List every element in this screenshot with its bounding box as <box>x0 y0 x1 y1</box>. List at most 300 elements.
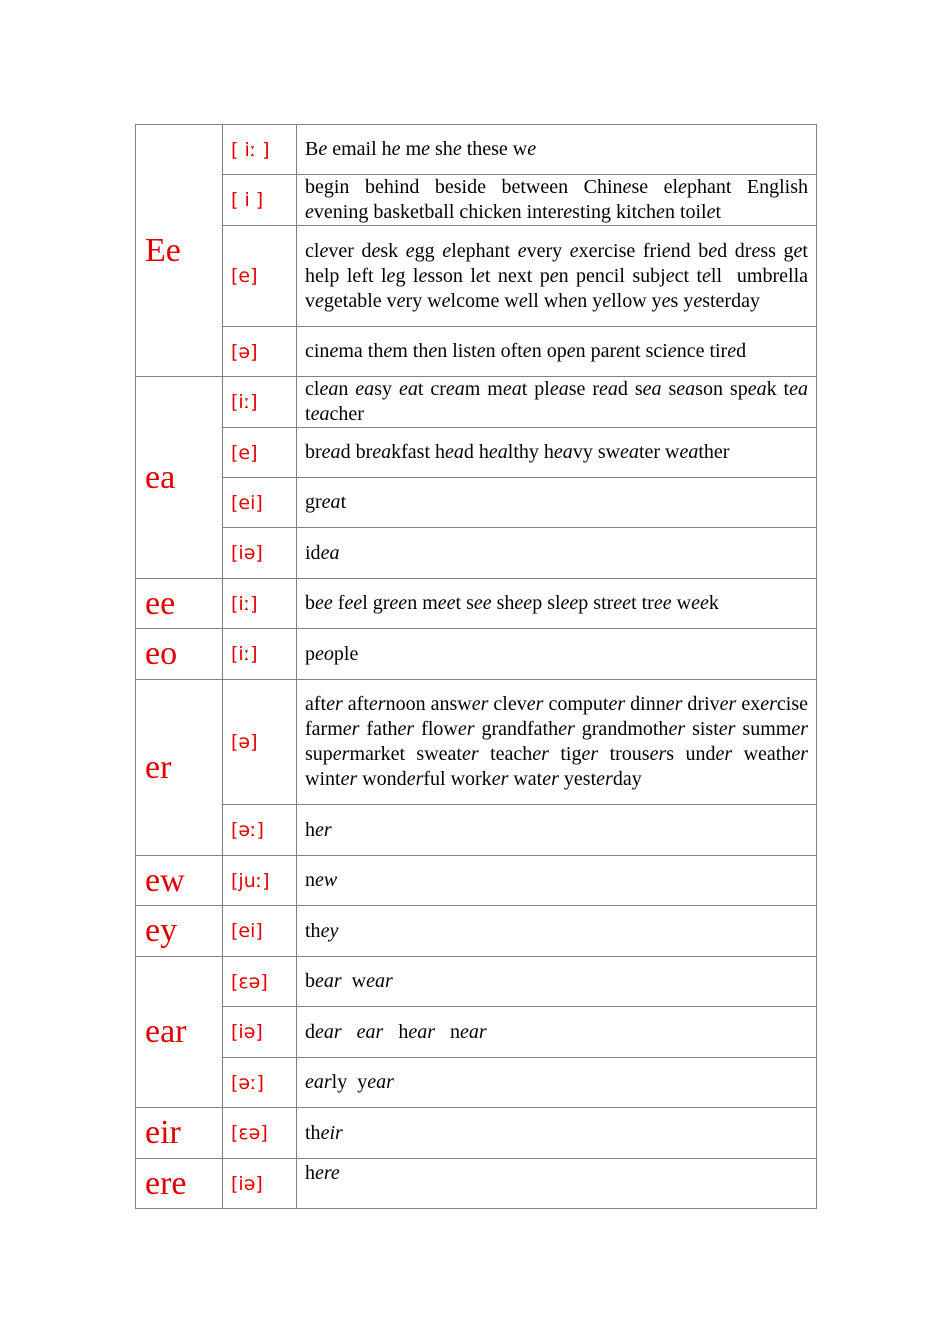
highlighted-letters: e <box>616 340 626 362</box>
highlighted-letters: er <box>558 718 575 740</box>
word-text: cin <box>305 340 330 362</box>
word-text: ful work <box>423 768 492 790</box>
word-text: d dr <box>717 239 752 262</box>
highlighted-letters: ea <box>355 378 375 400</box>
word-text: cl <box>305 239 320 262</box>
word-text: n par <box>575 340 617 362</box>
word-text: n pencil subj <box>558 264 666 287</box>
word-text: th <box>305 1121 321 1144</box>
phonetic-symbol-cell: [ə] <box>223 680 297 805</box>
highlighted-letters: er <box>342 718 360 740</box>
word-text: lthy h <box>507 441 554 463</box>
highlighted-letters: er <box>332 743 350 765</box>
word-text: son sp <box>695 378 748 400</box>
highlighted-letters: e <box>371 239 381 262</box>
letter-group-cell: Ee <box>136 125 223 377</box>
word-text: these w <box>461 138 528 160</box>
word-text: d br <box>340 441 373 463</box>
example-words-cell <box>297 377 817 428</box>
highlighted-letters: e <box>476 340 486 362</box>
highlighted-letters: e <box>527 138 537 160</box>
highlighted-letters: ear <box>460 1020 487 1043</box>
highlighted-letters: e <box>793 239 803 262</box>
highlighted-letters: e <box>522 340 532 362</box>
highlighted-letters: ear <box>367 1071 394 1093</box>
word-text: driv <box>682 693 720 715</box>
word-text: ss g <box>760 239 794 262</box>
word-text: b <box>305 970 315 992</box>
highlighted-letters: e <box>727 340 737 362</box>
word-text: t pl <box>521 378 550 400</box>
highlighted-letters: er <box>719 693 737 715</box>
highlighted-letters: e <box>475 264 485 287</box>
word-text: w <box>341 970 367 992</box>
highlighted-letters: ea <box>502 378 522 400</box>
phonetic-symbol-cell: [əː] <box>223 1058 297 1108</box>
phonetic-symbol-cell: [e] <box>223 226 297 327</box>
table-row <box>136 377 817 428</box>
table-row <box>136 629 817 680</box>
highlighted-letters: er <box>665 693 683 715</box>
word-text: lcome w <box>450 289 519 312</box>
word-text: gr <box>305 491 322 513</box>
word-text: cise farm <box>305 693 814 740</box>
word-text: weath <box>732 743 792 765</box>
highlighted-letters: e <box>706 201 716 223</box>
highlighted-letters: ee <box>344 592 363 614</box>
example-words-cell <box>297 175 817 226</box>
example-words-cell <box>297 1159 817 1209</box>
word-text: sting kitch <box>572 201 657 223</box>
table-row <box>136 856 817 906</box>
word-text: dinn <box>625 693 666 715</box>
highlighted-letters: e <box>566 340 576 362</box>
phonics-table <box>135 124 817 1209</box>
highlighted-letters: ea <box>679 441 699 463</box>
highlighted-letters: e <box>569 239 579 262</box>
word-text: h <box>305 1162 315 1184</box>
word-text: email h <box>327 138 392 160</box>
word-text: begin behind beside between Chin <box>305 176 623 198</box>
word-text: aft <box>305 693 327 715</box>
word-text: ll wh <box>527 289 569 312</box>
highlighted-letters: e <box>708 239 718 262</box>
highlighted-letters: e <box>693 289 703 312</box>
word-text: m th <box>392 340 429 362</box>
word-text: t s <box>455 592 474 614</box>
word-text: d h <box>463 441 489 463</box>
letter-group-cell: ere <box>136 1159 223 1209</box>
word-text: br <box>305 441 322 463</box>
highlighted-letters: ea <box>445 378 465 400</box>
word-text: n <box>338 378 356 400</box>
example-words-cell <box>297 528 817 579</box>
highlighted-letters: e <box>661 239 671 262</box>
highlighted-letters: ea <box>310 403 330 425</box>
highlighted-letters: ee <box>389 592 408 614</box>
letter-group-cell: ea <box>136 377 223 579</box>
word-text: g l <box>395 264 419 287</box>
table-row <box>136 1159 817 1209</box>
word-text: s und <box>666 743 716 765</box>
word-text: s <box>661 378 677 400</box>
highlighted-letters: ea <box>642 378 662 400</box>
word-text: h <box>383 1020 409 1043</box>
example-words-cell <box>297 1007 817 1058</box>
highlighted-letters: ear <box>356 1020 384 1043</box>
word-text: ll umbrella v <box>305 264 814 312</box>
word-text: h <box>305 818 315 841</box>
example-words-cell <box>297 856 817 906</box>
highlighted-letters: ea <box>553 441 573 463</box>
table-row <box>136 680 817 805</box>
word-text: comput <box>543 693 609 715</box>
highlighted-letters: er <box>718 718 736 740</box>
phonetic-symbol-cell: [iː] <box>223 629 297 680</box>
highlighted-letters: e <box>421 138 431 160</box>
highlighted-letters: ea <box>445 441 464 463</box>
word-text: lephant <box>451 239 518 262</box>
highlighted-letters: e <box>319 239 329 262</box>
highlighted-letters: e <box>442 239 452 262</box>
highlighted-letters: er <box>326 693 343 715</box>
highlighted-letters: ea <box>488 441 508 463</box>
highlighted-letters: e <box>318 138 328 160</box>
word-text: xercise fri <box>578 239 662 262</box>
letter-group-cell: eir <box>136 1108 223 1159</box>
phonetic-symbol-cell: [εə] <box>223 1108 297 1159</box>
table-row <box>136 805 817 856</box>
letter-group-cell: ear <box>136 957 223 1108</box>
word-text: n op <box>531 340 567 362</box>
word-text: p str <box>578 592 614 614</box>
word-text: ex <box>736 693 761 715</box>
highlighted-letters: ee <box>437 592 456 614</box>
highlighted-letters: e <box>405 239 415 262</box>
highlighted-letters: ear <box>305 1071 332 1093</box>
example-words-cell <box>297 1108 817 1159</box>
word-text: nd b <box>670 239 709 262</box>
word-text: wint <box>305 743 814 790</box>
highlighted-letters: e <box>305 201 314 223</box>
word-text <box>342 1021 357 1043</box>
table-row <box>136 478 817 528</box>
word-text: grandmoth <box>574 718 669 740</box>
word-text: sh <box>491 592 515 614</box>
word-text: ver d <box>328 239 372 262</box>
word-text: n inter <box>511 201 564 223</box>
highlighted-letters: ea <box>321 441 341 463</box>
word-text: sist <box>685 718 719 740</box>
table-row <box>136 906 817 957</box>
highlighted-letters: ea <box>372 441 392 463</box>
highlighted-letters: er <box>596 768 613 790</box>
highlighted-letters: er <box>760 693 777 715</box>
highlighted-letters: e <box>665 264 675 287</box>
highlighted-letters: ea <box>620 441 639 463</box>
word-text: f <box>332 592 345 614</box>
highlighted-letters: ear <box>366 970 393 992</box>
highlighted-letters: e <box>502 201 512 223</box>
highlighted-letters: ee <box>653 592 672 614</box>
highlighted-letters: er <box>457 718 475 740</box>
word-text: nt sci <box>625 340 668 362</box>
highlighted-letters: ea <box>747 378 767 400</box>
highlighted-letters: ee <box>691 592 709 614</box>
phonetic-symbol-cell: [iə] <box>223 1007 297 1058</box>
word-text: ry w <box>405 289 442 312</box>
phonetic-symbol-cell: [iə] <box>223 528 297 579</box>
word-text: th <box>305 919 321 942</box>
word-text: se r <box>568 378 599 400</box>
word-text: sson l <box>427 264 476 287</box>
word-text: ter w <box>638 441 680 463</box>
highlighted-letters: ea <box>320 541 340 564</box>
highlighted-letters: ere <box>315 1162 340 1184</box>
highlighted-letters: e <box>428 340 438 362</box>
word-text: p sl <box>532 592 561 614</box>
highlighted-letters: e <box>517 239 527 262</box>
highlighted-letters: e <box>702 264 711 287</box>
table-row <box>136 579 817 629</box>
highlighted-letters: er <box>715 743 733 765</box>
word-text: n <box>305 869 315 891</box>
word-text: wat <box>508 768 543 790</box>
phonetic-symbol-cell: [ə] <box>223 327 297 377</box>
word-text: sup <box>305 718 814 765</box>
highlighted-letters: ea <box>599 378 618 400</box>
phonetic-symbol-cell: [iə] <box>223 1159 297 1209</box>
phonetic-symbol-cell: [ei] <box>223 478 297 528</box>
word-text: n <box>435 1020 461 1043</box>
word-text: market sweat <box>349 743 462 765</box>
highlighted-letters: er <box>532 743 549 765</box>
word-text: p <box>305 642 315 665</box>
word-text: cl <box>305 378 320 400</box>
highlighted-letters: er <box>581 743 599 765</box>
highlighted-letters: er <box>368 693 386 715</box>
word-text: ple <box>333 642 359 665</box>
word-text: ther <box>698 441 730 463</box>
highlighted-letters: er <box>315 818 332 841</box>
highlighted-letters: e <box>383 340 393 362</box>
word-text: vy sw <box>572 441 621 463</box>
highlighted-letters: er <box>471 693 489 715</box>
highlighted-letters: er <box>406 768 424 790</box>
word-text: trous <box>598 743 650 765</box>
highlighted-letters: ee <box>613 592 632 614</box>
table-row <box>136 175 817 226</box>
word-text: noon answ <box>385 693 472 715</box>
highlighted-letters: e <box>622 176 632 198</box>
highlighted-letters: ea <box>789 378 808 400</box>
word-text: ly y <box>331 1071 368 1093</box>
highlighted-letters: ear <box>315 1020 342 1043</box>
example-words-cell <box>297 680 817 805</box>
highlighted-letters: e <box>661 289 671 312</box>
word-text: id <box>305 541 321 564</box>
highlighted-letters: e <box>386 264 396 287</box>
word-text: day <box>612 768 642 790</box>
highlighted-letters: ea <box>319 378 339 400</box>
word-text: t help left l <box>305 239 813 287</box>
highlighted-letters: ee <box>514 592 533 614</box>
highlighted-letters: er <box>791 718 809 740</box>
table-row <box>136 226 817 327</box>
word-text: cher <box>329 403 364 425</box>
example-words-cell <box>297 1058 817 1108</box>
word-text: fath <box>359 718 398 740</box>
highlighted-letters: ea <box>676 378 696 400</box>
table-row <box>136 957 817 1007</box>
example-words-cell <box>297 957 817 1007</box>
highlighted-letters: er <box>668 718 686 740</box>
highlighted-letters: e <box>391 138 401 160</box>
word-text: t <box>715 201 722 223</box>
phonetic-symbol-cell: [iː] <box>223 377 297 428</box>
word-text: l gr <box>362 592 390 614</box>
highlighted-letters: e <box>418 264 428 287</box>
word-text: teach <box>478 743 533 765</box>
word-text: ma th <box>338 340 384 362</box>
highlighted-letters: e <box>667 340 677 362</box>
example-words-cell <box>297 327 817 377</box>
example-words-cell <box>297 906 817 957</box>
letter-group-cell: ey <box>136 906 223 957</box>
phonetic-symbol-cell: [ei] <box>223 906 297 957</box>
table-row <box>136 125 817 175</box>
phonetic-symbol-cell: [ iː ] <box>223 125 297 175</box>
word-text: b <box>305 592 315 614</box>
word-text: m m <box>464 378 503 400</box>
highlighted-letters: ew <box>315 869 338 891</box>
example-words-cell <box>297 805 817 856</box>
example-words-cell <box>297 428 817 478</box>
highlighted-letters: e <box>602 289 612 312</box>
word-text: wond <box>357 768 407 790</box>
highlighted-letters: e <box>563 201 573 223</box>
highlighted-letters: ea <box>321 491 341 513</box>
table-row <box>136 528 817 579</box>
highlighted-letters: e <box>441 289 451 312</box>
table-row <box>136 428 817 478</box>
phonetic-symbol-cell: [juː] <box>223 856 297 906</box>
highlighted-letters: ee <box>315 592 333 614</box>
phonetic-symbol-cell: [əː] <box>223 805 297 856</box>
table-row <box>136 1007 817 1058</box>
word-text: t <box>305 378 813 425</box>
highlighted-letters: ee <box>560 592 579 614</box>
word-text: n y <box>577 289 603 312</box>
highlighted-letters: ea <box>549 378 569 400</box>
example-words-cell <box>297 226 817 327</box>
example-words-cell <box>297 579 817 629</box>
highlighted-letters: e <box>329 340 339 362</box>
highlighted-letters: e <box>518 289 528 312</box>
phonetic-symbol-cell: [e] <box>223 428 297 478</box>
highlighted-letters: ea <box>398 378 418 400</box>
word-text: phant English <box>686 176 813 198</box>
word-text: k t <box>766 378 790 400</box>
highlighted-letters: er <box>461 743 479 765</box>
highlighted-letters: ey <box>320 919 339 942</box>
word-text: sh <box>430 138 453 160</box>
highlighted-letters: eir <box>320 1121 343 1144</box>
word-text: tig <box>548 743 582 765</box>
table-row <box>136 327 817 377</box>
highlighted-letters: er <box>542 768 559 790</box>
word-text: aft <box>342 693 369 715</box>
word-text: yest <box>558 768 597 790</box>
phonetic-symbol-cell: [εə] <box>223 957 297 1007</box>
word-text: very <box>526 239 570 262</box>
highlighted-letters: er <box>791 743 809 765</box>
word-text: n m <box>407 592 438 614</box>
phonetic-symbol-cell: [iː] <box>223 579 297 629</box>
word-text: d <box>305 1020 315 1043</box>
example-words-cell <box>297 629 817 680</box>
word-text: clev <box>488 693 527 715</box>
highlighted-letters: e <box>678 176 687 198</box>
word-text: s y <box>670 289 694 312</box>
highlighted-letters: e <box>396 289 406 312</box>
word-text: kfast h <box>391 441 446 463</box>
word-text: flow <box>414 718 458 740</box>
word-text: t <box>340 491 347 513</box>
word-text: n toil <box>664 201 707 223</box>
word-text: d s <box>617 378 643 400</box>
highlighted-letters: e <box>656 201 665 223</box>
letter-group-cell: ew <box>136 856 223 906</box>
word-text: ct t <box>674 264 703 287</box>
highlighted-letters: er <box>608 693 626 715</box>
word-text: w <box>671 592 692 614</box>
word-text: m <box>400 138 422 160</box>
word-text: vening basketball chick <box>313 201 503 223</box>
word-text: sterday <box>702 289 760 312</box>
word-text: llow y <box>611 289 662 312</box>
highlighted-letters: e <box>549 264 559 287</box>
word-text: summ <box>735 718 792 740</box>
highlighted-letters: ee <box>473 592 492 614</box>
letter-group-cell: eo <box>136 629 223 680</box>
highlighted-letters: e <box>315 289 324 312</box>
table-row <box>136 1108 817 1159</box>
highlighted-letters: e <box>751 239 761 262</box>
word-text: n oft <box>485 340 523 362</box>
word-text: t cr <box>417 378 446 400</box>
word-text: gg <box>414 239 443 262</box>
word-text: nce tir <box>676 340 728 362</box>
highlighted-letters: ear <box>315 970 342 992</box>
word-text: se el <box>631 176 679 198</box>
highlighted-letters: er <box>340 768 358 790</box>
word-text: n list <box>437 340 477 362</box>
highlighted-letters: er <box>491 768 509 790</box>
word-text: getable v <box>323 289 397 312</box>
phonics-table-body <box>136 125 817 1209</box>
letter-group-cell: ee <box>136 579 223 629</box>
phonetic-symbol-cell: [ i ] <box>223 175 297 226</box>
example-words-cell <box>297 125 817 175</box>
word-text: t tr <box>631 592 654 614</box>
word-text: d <box>736 340 747 362</box>
word-text: k <box>708 592 719 614</box>
highlighted-letters: e <box>568 289 578 312</box>
example-words-cell <box>297 478 817 528</box>
word-text: sy <box>374 378 399 400</box>
word-text: t next p <box>484 264 550 287</box>
